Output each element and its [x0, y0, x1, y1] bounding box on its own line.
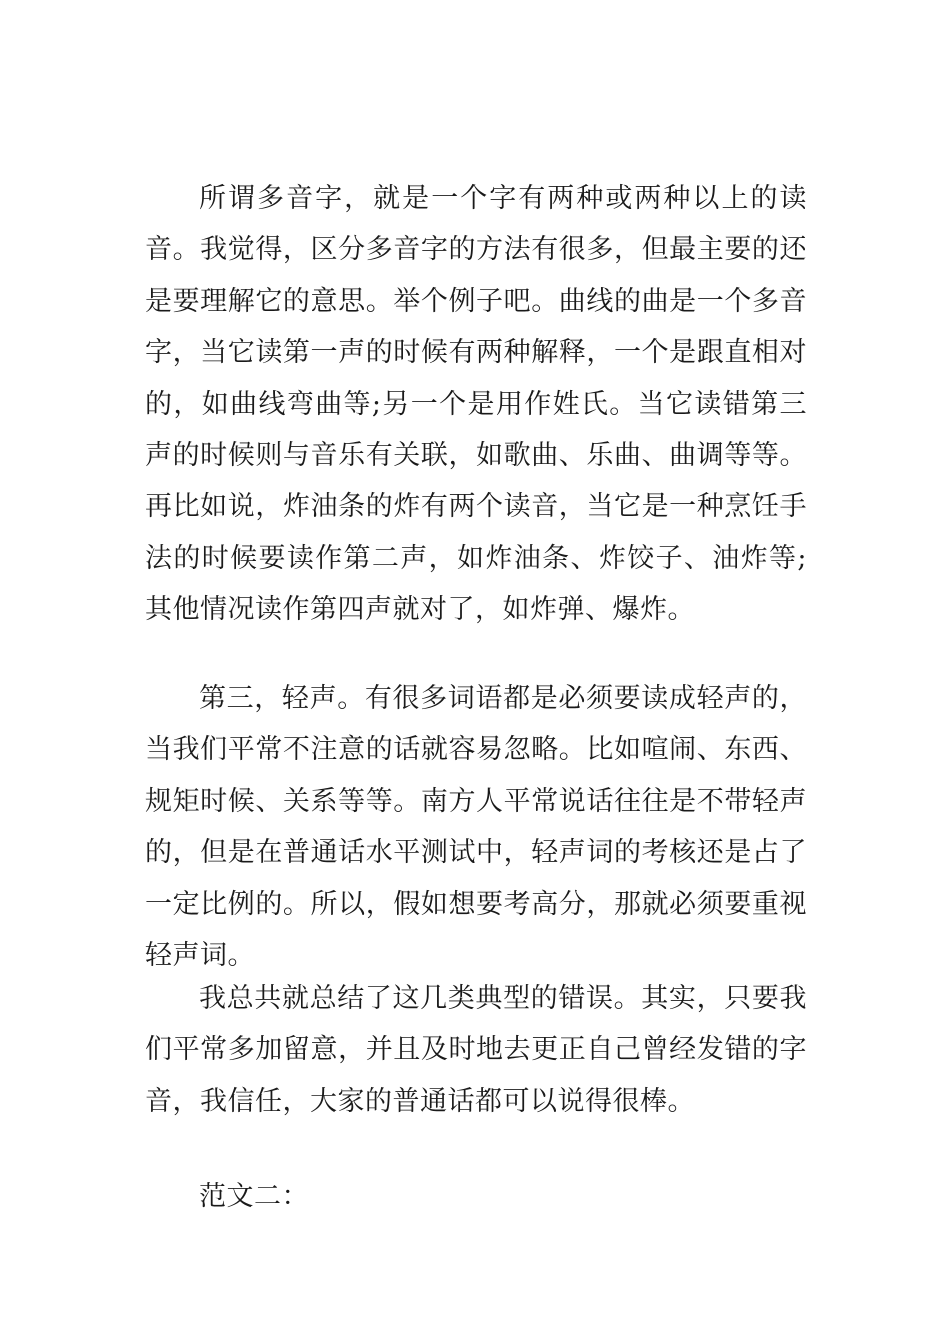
section-heading-sample-two: 范文二： [199, 1181, 309, 1212]
paragraph-summary: 我总共就总结了这几类典型的错误。其实，只要我们平常多加留意，并且及时地去更正自己曾经发错的字音，我信任，大家的普通话都可以说得很棒。 [145, 983, 807, 1117]
paragraph-neutral-tone: 第三，轻声。有很多词语都是必须要读成轻声的，当我们平常不注意的话就容易忽略。比如喧闹、东西、规矩时候、关系等等。南方人平常说话往往是不带轻声的，但是在普通话水平测试中，轻声词的考核还是占了一定比例的。所以，假如想要考高分，那就必须要重视轻声词。 [145, 683, 807, 972]
paragraph-polyphonic-characters: 所谓多音字，就是一个字有两种或两种以上的读音。我觉得，区分多音字的方法有很多，但最主要的还是要理解它的意思。举个例子吧。曲线的曲是一个多音字，当它读第一声的时候有两种解释，一个是跟直相对的，如曲线弯曲等;另一个是用作姓氏。当它读错第三声的时候则与音乐有关联，如歌曲、乐曲、曲调等等。再比如说，炸油条的炸有两个读音，当它是一种烹饪手法的时候要读作第二声，如炸油条、炸饺子、油炸等;其他情况读作第四声就对了，如炸弹、爆炸。 [145, 183, 807, 626]
